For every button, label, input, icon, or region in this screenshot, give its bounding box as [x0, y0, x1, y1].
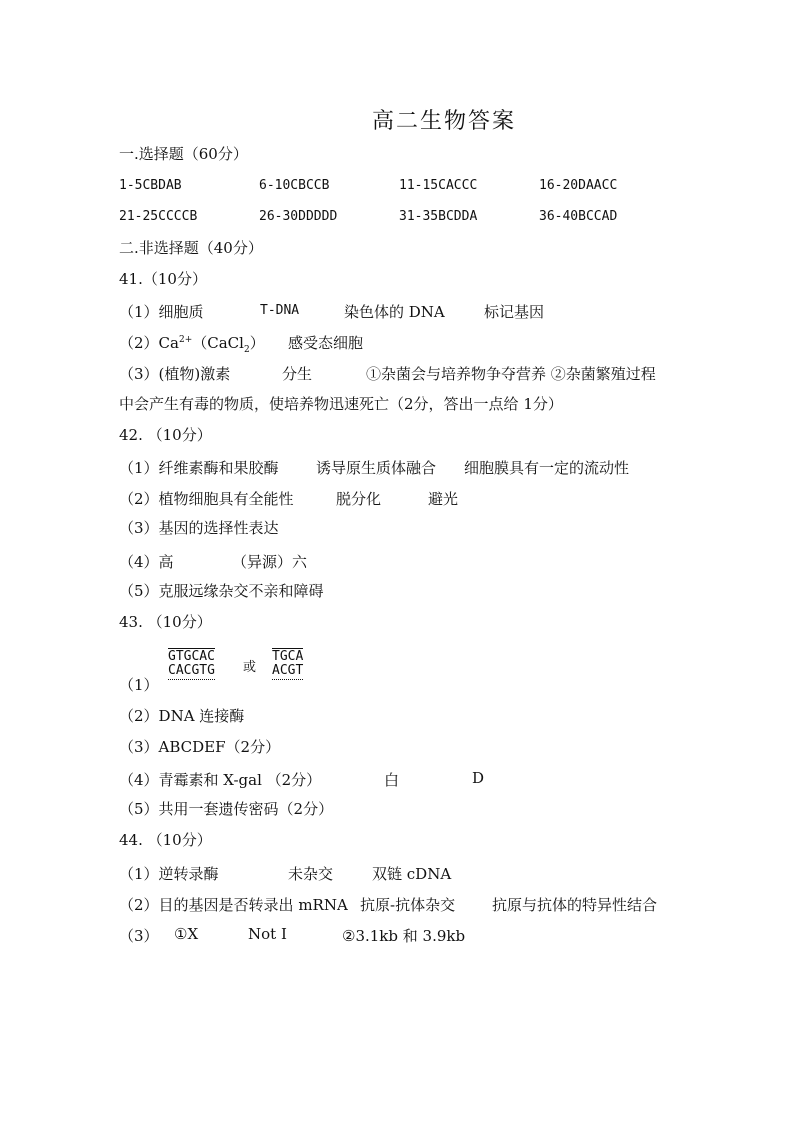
q41-2a: $(2)Ca^{2+}(CaCl_2)$ — [119, 334, 265, 355]
q41-heading: 41.（10分） — [119, 270, 207, 288]
answer-cell: 1-5CBDAB — [119, 178, 182, 193]
q42-2a: （2）植物细胞具有全能性 — [119, 490, 294, 508]
q43-heading: 43. （10分） — [119, 613, 212, 631]
page-title: 高二生物答案 — [372, 109, 517, 134]
answer-cell: 6-10CBCCB — [259, 178, 330, 193]
q43-3: （3）ABCDEF（2分） — [119, 738, 281, 756]
q44-3d: ②3.1kb 和 3.9kb — [342, 927, 466, 945]
q44-1c: 双链 cDNA — [372, 865, 452, 883]
q44-1b: 未杂交 — [288, 865, 334, 883]
q41-1a: （1）细胞质 — [119, 303, 204, 321]
q41-1b: T-DNA — [260, 303, 300, 318]
q44-3b: ①X — [174, 925, 199, 943]
q42-2b: 脱分化 — [336, 490, 382, 508]
answer-cell: 26-30DDDDD — [259, 209, 338, 224]
q43-4b: 白 — [384, 771, 400, 789]
q41-4: 中会产生有毒的物质，使培养物迅速死亡（2分，答出一点给 1分） — [119, 395, 563, 413]
q44-1a: （1）逆转录酶 — [119, 865, 219, 883]
q42-5: （5）克服远缘杂交不亲和障碍 — [119, 582, 324, 600]
or-text: 或 — [243, 660, 257, 675]
q44-heading: 44. （10分） — [119, 831, 212, 849]
answer-cell: 21-25CCCCB — [119, 209, 198, 224]
q43-1-label: （1） — [119, 676, 159, 694]
q44-2c: 抗原与抗体的特异性结合 — [492, 896, 658, 914]
q43-2: （2）DNA 连接酶 — [119, 707, 245, 725]
q42-heading: 42. （10分） — [119, 426, 212, 444]
q43-4c: D — [472, 769, 485, 787]
q44-3a: （3） — [119, 927, 159, 945]
q41-1c: 染色体的 DNA — [344, 303, 445, 321]
q44-2a: （2）目的基因是否转录出 mRNA — [119, 896, 348, 914]
answer-cell: 16-20DAACC — [539, 178, 618, 193]
q41-3c: ①杂菌会与培养物争夺营养 ②杂菌繁殖过程 — [366, 365, 656, 383]
section1-heading: 一.选择题（60分） — [119, 145, 248, 163]
q41-2b: 感受态细胞 — [288, 334, 364, 352]
q42-1a: （1）纤维素酶和果胶酶 — [119, 459, 279, 477]
q42-4a: （4）高 — [119, 553, 174, 571]
q42-4b: （异源）六 — [232, 553, 308, 571]
sticky-end-sequence-2: TGCA ACGT — [272, 649, 304, 678]
answer-cell: 11-15CACCC — [399, 178, 478, 193]
q43-5: （5）共用一套遗传密码（2分） — [119, 800, 334, 818]
q42-3: （3）基因的选择性表达 — [119, 519, 279, 537]
q43-4a: （4）青霉素和 X-gal （2分） — [119, 771, 322, 789]
section2-heading: 二.非选择题（40分） — [119, 239, 263, 257]
answer-cell: 36-40BCCAD — [539, 209, 618, 224]
answer-cell: 31-35BCDDA — [399, 209, 478, 224]
q42-2c: 避光 — [428, 490, 459, 508]
q42-1c: 细胞膜具有一定的流动性 — [464, 459, 630, 477]
q42-1b: 诱导原生质体融合 — [316, 459, 437, 477]
q41-1d: 标记基因 — [484, 303, 545, 321]
q41-3a: （3）(植物)激素 — [119, 365, 231, 383]
sticky-end-sequence-1: GTGCAC CACGTG — [168, 649, 215, 678]
q41-3b: 分生 — [282, 365, 313, 383]
q44-3c: Not Ⅰ — [248, 925, 287, 943]
q44-2b: 抗原-抗体杂交 — [360, 896, 456, 914]
